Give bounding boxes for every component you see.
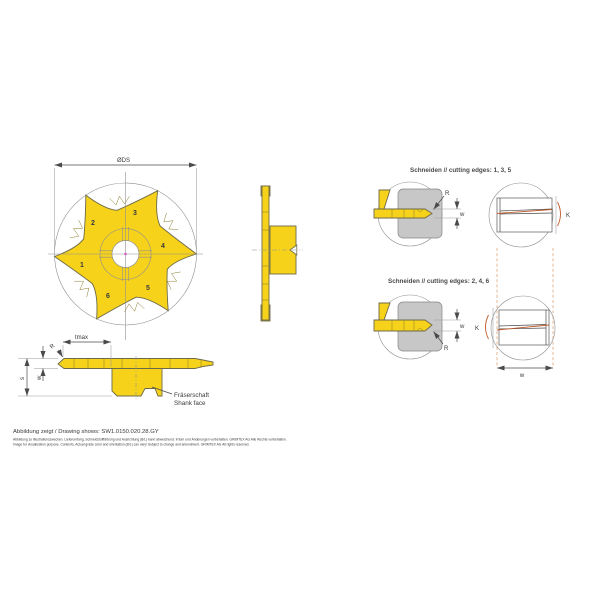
tooth-number-5: 5 [146, 285, 150, 292]
section-radius-callout [49, 343, 62, 357]
serration-mark [70, 220, 83, 238]
disc-edge-wedge [379, 303, 390, 320]
detail2-profile-circle [374, 295, 465, 359]
shank-label-de: Fräserschaft [174, 392, 209, 399]
serration-mark [167, 272, 180, 290]
section-radius-label: R [49, 343, 57, 351]
drawing-caption: Abbildung zeigt / Drawing shows: SW1.0150.020.28.GY [13, 429, 159, 435]
serration-mark [125, 303, 145, 313]
section-view [18, 335, 213, 407]
serration-mark [164, 213, 178, 230]
k-angle-arc [558, 202, 561, 226]
detail1-w-label: w [460, 212, 465, 218]
section-w-dimension [34, 346, 58, 381]
detail-row1-title: Schneiden // cutting edges: 1, 3, 5 [410, 167, 512, 174]
s-label: s [20, 377, 26, 380]
disclaimer-de: Abbildung zu Illustrationszwecken. Lieferumfang, Schneidstofffärbung und Ausrichtung (B/L) kann abweichend. Irrtum und Änderungen vorbehalten. GRIMTEX AG Alle Rechte vorbehalten. [13, 437, 287, 442]
k-angle-arc [486, 315, 489, 339]
serration-mark [74, 281, 89, 297]
cutting-insert [374, 320, 432, 331]
side-view [252, 186, 303, 321]
detail2-w-label: w [460, 324, 465, 330]
detail-row2-title: Schneiden // cutting edges: 2, 4, 6 [388, 278, 490, 285]
section-disc-band [58, 359, 213, 369]
ods-label: ØDS [117, 158, 131, 164]
detail-row-1 [374, 167, 570, 247]
front-view [48, 158, 203, 340]
insert-top-view [497, 198, 552, 232]
shank-face-callout [152, 387, 209, 407]
detail2-k-label: K [475, 326, 480, 332]
detail2-angle-circle [475, 296, 555, 379]
tmax-label: tmax [75, 335, 89, 341]
detail1-angle-circle [489, 183, 570, 247]
footer [13, 429, 287, 447]
cutting-insert [374, 209, 432, 218]
disclaimer-en: Image for visualization purpose. Contents, Actual grade color and orientation (B/L) can vary! Subject to change and amendment. GRIMTEX AG All rights reserved. [13, 442, 250, 447]
detail-row-2 [374, 278, 555, 379]
section-shank-block [112, 369, 162, 397]
tooth-number-2: 2 [91, 220, 95, 227]
detail2-bottom-w-dimension [497, 368, 553, 379]
center-mark [124, 253, 126, 255]
detail2-bottom-w-label: w [519, 373, 525, 379]
disc-edge-wedge [379, 190, 390, 209]
section-w-label: w [37, 375, 43, 380]
tooth-number-6: 6 [106, 293, 110, 300]
detail1-k-label: K [566, 213, 571, 219]
detail2-radius-label: R [444, 346, 449, 352]
serration-mark [110, 196, 130, 205]
shank-label-en: Shank face [174, 400, 206, 407]
detail1-profile-circle [374, 182, 465, 246]
tooth-number-1: 1 [80, 262, 84, 269]
detail1-radius-label: R [445, 191, 450, 197]
tooth-number-3: 3 [133, 210, 137, 217]
tooth-number-4: 4 [161, 243, 165, 250]
